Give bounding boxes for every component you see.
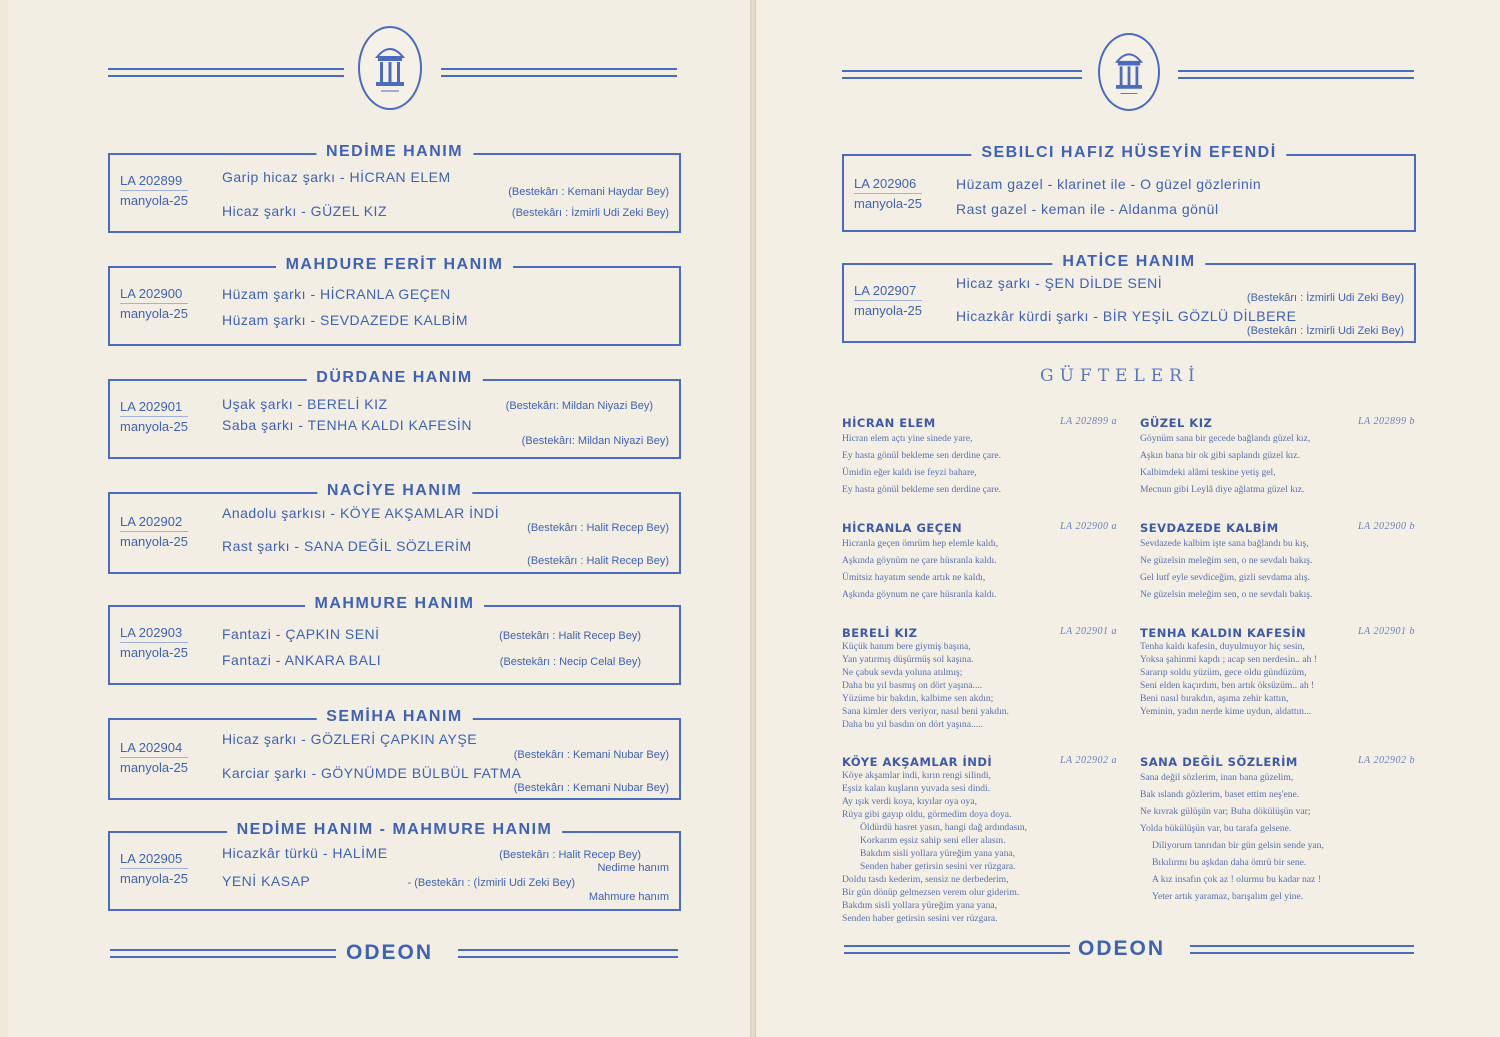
lyric-line: Kalbimdeki alâmi teskine yetiş gel, [1140, 467, 1276, 478]
lyric-line: Mecnun gibi Leylâ diye ağlatma güzel kız. [1140, 484, 1305, 495]
song-b: Saba şarkı - TENHA KALDI KAFESİN [222, 417, 472, 433]
album-artist: SEMİHA HANIM [316, 708, 473, 726]
footer-rule-right [1190, 943, 1414, 957]
composer-b: (Bestekârı : Kemani Nubar Bey) [513, 782, 669, 794]
catalog-number: LA 202904 [120, 740, 188, 758]
lyrics-heading: GÜFTELERİ [1040, 366, 1201, 386]
lyric-line: Ümidin eğer kaldı ise feyzi bahare, [842, 467, 977, 478]
album-box [108, 595, 681, 685]
lyric-line: Küçük hanım bere giymiş başına, [842, 641, 971, 652]
lyric-line: Bir gün dönüp gelmezsen verem olur giderim. [842, 887, 1020, 898]
catalog-label: manyola-25 [120, 534, 188, 549]
lyric-line: Aşkın bana bir ok gibi saplandı güzel kız. [1140, 450, 1300, 461]
lyric-line: Hicran elem açtı yine sinede yare, [842, 433, 973, 444]
kiosk-logo-icon [1098, 33, 1160, 111]
lyric-line: Yoksa şahinmi kapdı ; acap sen nerdesin.. ah ! [1140, 654, 1318, 665]
album-artist: MAHDURE FERİT HANIM [276, 256, 514, 274]
catalog-block [120, 399, 188, 434]
catalog-number: LA 202905 [120, 851, 188, 869]
catalog-number: LA 202902 [120, 514, 188, 532]
lyric-line: Yan yatırmış düşürmüş sol kaşına. [842, 654, 974, 665]
album-box [108, 482, 681, 574]
lyric-title: TENHA KALDIN KAFESİN [1140, 626, 1307, 640]
lyric-block [1140, 521, 1415, 603]
catalog-label: manyola-25 [120, 645, 188, 660]
composer-a: (Bestekârı: Mildan Niyazi Bey) [505, 400, 653, 412]
album-artist: SEBILCI HAFIZ HÜSEYİN EFENDİ [971, 144, 1286, 162]
catalog-label: manyola-25 [120, 193, 188, 208]
lyric-line: Yolda bükülüşün var, bu tarafa gelsene. [1140, 823, 1292, 834]
odeon-brand: ODEON [1078, 937, 1166, 960]
lyric-line: Ay ışık verdi koya, kıyılar oya oya, [842, 796, 978, 807]
lyric-line: Eşsiz kalan kuşların yuvada sesi dindi. [842, 783, 991, 794]
lyric-line: Tenha kaldı kafesin, duyulmuyor hiç sesin, [1140, 641, 1305, 652]
catalog-block [120, 286, 188, 321]
album-artist: MAHMURE HANIM [305, 595, 485, 613]
performer-note-b: Mahmure hanım [588, 891, 669, 903]
album-artist: NEDİME HANIM - MAHMURE HANIM [227, 821, 563, 839]
lyric-line: Hicranla geçen ömrüm hep elemle kaldı, [842, 538, 999, 549]
lyric-ref: LA 202902 a [1060, 755, 1117, 766]
lyric-title: SEVDAZEDE KALBİM [1140, 521, 1279, 535]
lyric-line: Ne güzelsin meleğim sen, o ne sevdalı bakış. [1140, 589, 1313, 600]
composer-b: (Bestekârı: Mildan Niyazi Bey) [521, 435, 669, 447]
album-artist: HATİCE HANIM [1052, 253, 1205, 271]
composer-a: (Bestekârı : Halit Recep Bey) [499, 849, 641, 861]
song-a: Fantazi - ÇAPKIN SENİ [222, 626, 380, 642]
album-box [108, 369, 681, 459]
lyric-line: Diliyorum tanrıdan bir gün gelsin sende yan, [1152, 840, 1324, 851]
catalog-block [120, 740, 188, 775]
lyric-line: Senden haber getirsin sesini ver rüzgara. [842, 913, 998, 924]
lyric-title: SANA DEĞİL SÖZLERİM [1140, 755, 1298, 769]
lyric-line: Sevdazede kalbim işte sana bağlandı bu kış, [1140, 538, 1309, 549]
lyric-title: KÖYE AKŞAMLAR İNDİ [842, 755, 993, 769]
catalog-block [120, 514, 188, 549]
lyric-line: Aşkında göynum ne çare hüsranla kaldı. [842, 589, 997, 600]
lyric-line: Ümitsiz hayatım sende artık ne kaldı, [842, 572, 986, 583]
footer-rule-left [844, 943, 1070, 957]
lyric-line: Sana kimler ders veriyor, nasıl beni yakdın. [842, 706, 1009, 717]
album-box [842, 253, 1416, 343]
catalog-label: manyola-25 [854, 196, 922, 211]
lyric-ref: LA 202900 b [1358, 521, 1415, 532]
song-a: Hicaz şarkı - ŞEN DİLDE SENİ [956, 275, 1163, 291]
lyric-ref: LA 202901 a [1060, 626, 1117, 637]
catalog-block [854, 176, 922, 211]
kiosk-logo-icon [358, 26, 422, 110]
lyric-line: Seni elden kaçırdım, ben artık öksüzüm.. ah ! [1140, 680, 1315, 691]
header-rule-left [842, 68, 1082, 82]
lyric-line: Korkarım eşsiz sahip seni eller alasın. [860, 835, 1006, 846]
lyric-block [842, 416, 1117, 498]
footer-rule-left [110, 947, 336, 961]
composer-b: (Bestekârı : İzmirli Udi Zeki Bey) [511, 207, 669, 219]
lyric-ref: LA 202901 b [1358, 626, 1415, 637]
song-a: Hicazkâr türkü - HALİME [222, 845, 388, 861]
catalog-block [854, 283, 922, 318]
song-b: YENİ KASAP [222, 873, 311, 889]
album-box [108, 143, 681, 233]
header-rule-right [1178, 68, 1414, 82]
song-a: Hicaz şarkı - GÖZLERİ ÇAPKIN AYŞE [222, 731, 478, 747]
lyric-line: Bıkılırmı bu aşkdan daha ömrü bir sene. [1152, 857, 1307, 868]
lyric-block [842, 626, 1117, 731]
catalog-number: LA 202903 [120, 625, 188, 643]
lyric-line: Doldu tasdı kederim, sensiz ne derbederim, [842, 874, 1009, 885]
lyric-line: Bak ıslandı gözlerim, baset ettim neş'ene. [1140, 789, 1300, 800]
lyric-line: Ne kıvrak gülüşün var; Buha dökülüşün var; [1140, 806, 1311, 817]
lyric-line: Öldürdü hasret yasın, hangi dağ ardındasın, [860, 822, 1028, 833]
album-artist: DÜRDANE HANIM [306, 369, 482, 387]
composer-b: (Bestekârı : İzmirli Udi Zeki Bey) [1246, 325, 1404, 337]
lyric-ref: LA 202899 b [1358, 416, 1415, 427]
lyric-line: Bakdım sisli yollara yüreğim yana yana, [860, 848, 1016, 859]
song-b: Karciar şarkı - GÖYNÜMDE BÜLBÜL FATMA [222, 765, 522, 781]
lyric-line: Daha bu yıl basdın on dört yaşına..... [842, 719, 983, 730]
song-b: Hicazkâr kürdi şarkı - BİR YEŞİL GÖZLÜ DİLBERE [956, 308, 1297, 324]
catalog-number: LA 202900 [120, 286, 188, 304]
lyric-line: Köye akşamlar indi, kırın rengi silindi, [842, 770, 991, 781]
song-a: Anadolu şarkısı - KÖYE AKŞAMLAR İNDİ [222, 505, 500, 521]
album-artist: NACİYE HANIM [317, 482, 472, 500]
header-rule-right [441, 66, 677, 80]
composer-a: (Bestekârı : Halit Recep Bey) [527, 522, 669, 534]
composer-b: (Bestekârı : Halit Recep Bey) [527, 555, 669, 567]
lyric-block [1140, 626, 1415, 718]
album-box [842, 144, 1416, 232]
lyric-line: Sararıp soldu yüzüm, gece oldu gündüzüm, [1140, 667, 1307, 678]
catalog-block [120, 173, 188, 208]
lyric-block [1140, 416, 1415, 498]
song-a: Garip hicaz şarkı - HİCRAN ELEM [222, 169, 451, 185]
composer-a: (Bestekârı : İzmirli Udi Zeki Bey) [1246, 292, 1404, 304]
footer-rule-right [458, 947, 678, 961]
song-b: Hicaz şarkı - GÜZEL KIZ [222, 203, 388, 219]
album-artist: NEDİME HANIM [316, 143, 473, 161]
lyric-title: HİCRAN ELEM [842, 416, 936, 430]
composer-a: (Bestekârı : Halit Recep Bey) [499, 630, 641, 642]
catalog-label: manyola-25 [120, 306, 188, 321]
album-box [108, 821, 681, 911]
catalog-label: manyola-25 [120, 760, 188, 775]
lyric-title: HİCRANLA GEÇEN [842, 521, 963, 535]
lyric-line: Ey hasta gönül bekleme sen derdine çare. [842, 484, 1002, 495]
song-a: Hüzam gazel - klarinet ile - O güzel gözlerinin [956, 176, 1262, 192]
song-b: Fantazi - ANKARA BALI [222, 652, 382, 668]
catalog-number: LA 202907 [854, 283, 922, 301]
composer-b: (Bestekârı : Necip Celal Bey) [499, 656, 641, 668]
lyric-ref: LA 202899 a [1060, 416, 1117, 427]
album-box [108, 708, 681, 800]
lyric-line: Yeter artık yaramaz, barışalım gel yine. [1152, 891, 1304, 902]
lyric-block [842, 521, 1117, 603]
catalog-block [120, 851, 188, 886]
lyric-title: BERELİ KIZ [842, 626, 918, 640]
catalog-block [120, 625, 188, 660]
catalog-label: manyola-25 [854, 303, 922, 318]
performer-note-a: Nedime hanım [597, 862, 669, 874]
album-box [108, 256, 681, 346]
lyric-line: Aşkında göynüm ne çare hüsranla kaldı. [842, 555, 997, 566]
lyric-line: A kız insafın çok az ! olurmu bu kadar naz ! [1152, 874, 1321, 885]
catalog-number: LA 202899 [120, 173, 188, 191]
catalog-label: manyola-25 [120, 871, 188, 886]
lyric-ref: LA 202900 a [1060, 521, 1117, 532]
lyric-line: Daha bu yıl basmış on dört yaşına.... [842, 680, 983, 691]
lyric-line: Rüya gibi gayıp oldu, görmedim doya doya. [842, 809, 1012, 820]
catalog-number: LA 202906 [854, 176, 922, 194]
lyric-block [842, 755, 1117, 925]
odeon-brand: ODEON [346, 941, 434, 964]
lyric-line: Gel lutf eyle sevdiceğim, gizli sevdama alış. [1140, 572, 1310, 583]
lyric-ref: LA 202902 b [1358, 755, 1415, 766]
lyric-title: GÜZEL KIZ [1140, 416, 1213, 430]
composer-b: - (Bestekârı : (İzmirli Udi Zeki Bey) [407, 877, 575, 889]
lyric-line: Ne çabuk sevda yoluna atılmış; [842, 667, 963, 678]
lyric-line: Yüzüme bir bakdın, kalbime sen akdın; [842, 693, 994, 704]
header-rule-left [108, 66, 344, 80]
song-a: Uşak şarkı - BERELİ KIZ [222, 396, 388, 412]
composer-a: (Bestekârı : Kemani Haydar Bey) [508, 186, 669, 198]
lyric-line: Senden haber getirsin sesini ver rüzgara. [860, 861, 1016, 872]
song-a: Hüzam şarkı - HİCRANLA GEÇEN [222, 286, 451, 302]
composer-a: (Bestekârı : Kemani Nubar Bey) [513, 749, 669, 761]
lyric-block [1140, 755, 1415, 905]
catalog-number: LA 202901 [120, 399, 188, 417]
lyric-line: Göynüm sana bir gecede bağlandı güzel kız, [1140, 433, 1311, 444]
song-b: Hüzam şarkı - SEVDAZEDE KALBİM [222, 312, 469, 328]
song-b: Rast gazel - keman ile - Aldanma gönül [956, 201, 1219, 217]
lyric-line: Sana değil sözlerim, inan bana güzelim, [1140, 772, 1294, 783]
lyric-line: Ey hasta gönül bekleme sen derdine çare. [842, 450, 1002, 461]
catalog-label: manyola-25 [120, 419, 188, 434]
lyric-line: Yeminin, yadın nerde kime uydun, aldattın... [1140, 706, 1312, 717]
lyric-line: Ne güzelsin meleğim sen, o ne sevdalı bakış. [1140, 555, 1313, 566]
song-b: Rast şarkı - SANA DEĞİL SÖZLERİM [222, 538, 472, 554]
lyric-line: Bakdım sisli yollara yüreğim yana yana, [842, 900, 998, 911]
lyric-line: Beni nasıl bırakdın, aşıma zehir kattın, [1140, 693, 1289, 704]
